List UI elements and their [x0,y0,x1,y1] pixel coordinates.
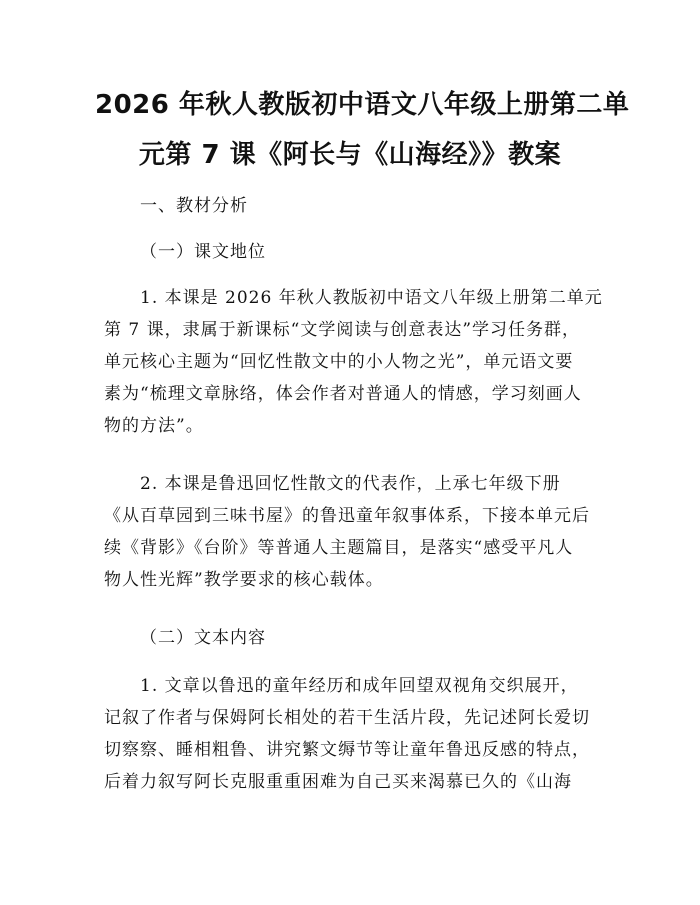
section-heading-1: 一、教材分析 [140,196,248,216]
paragraph-1-line: 素为“梳理文章脉络，体会作者对普通人的情感，学习刻画人 [104,384,582,404]
title-line-1: 2026 年秋人教版初中语文八年级上册第二单 [95,90,630,120]
paragraph-2 [104,468,602,596]
paragraph-3-line: 后着力叙写阿长克服重重困难为自己买来渴慕已久的《山海 [104,772,572,792]
paragraph-1-line: 第 7 课，隶属于新课标“文学阅读与创意表达”学习任务群， [104,320,581,340]
paragraph-1 [104,282,602,442]
paragraph-2-line: 续《背影》《台阶》等普通人主题篇目，是落实“感受平凡人 [104,538,574,558]
paragraph-3-line: 切察察、睡相粗鲁、讲究繁文缛节等让童年鲁迅反感的特点， [104,740,590,760]
paragraph-1-line: 单元核心主题为“回忆性散文中的小人物之光”，单元语文要 [104,352,574,372]
paragraph-3-line: 1. 文章以鲁迅的童年经历和成年回望双视角交织展开， [140,676,579,696]
paragraph-2-line: 《从百草园到三味书屋》的鲁迅童年叙事体系，下接本单元后 [104,506,590,526]
paragraph-2-line: 物人性光辉”教学要求的核心载体。 [104,570,384,590]
subsection-heading-1: （一）课文地位 [140,242,266,262]
paragraph-3 [104,670,602,798]
paragraph-1-line: 物的方法”。 [104,416,204,436]
document-title [95,80,630,180]
title-line-2: 元第 7 课《阿长与《山海经》》教案 [138,140,562,170]
subsection-heading-2: （二）文本内容 [140,628,266,648]
paragraph-1-line: 1. 本课是 2026 年秋人教版初中语文八年级上册第二单元 [140,288,603,308]
paragraph-2-line: 2. 本课是鲁迅回忆性散文的代表作，上承七年级下册 [140,474,561,494]
paragraph-3-line: 记叙了作者与保姆阿长相处的若干生活片段，先记述阿长爱切 [104,708,590,728]
